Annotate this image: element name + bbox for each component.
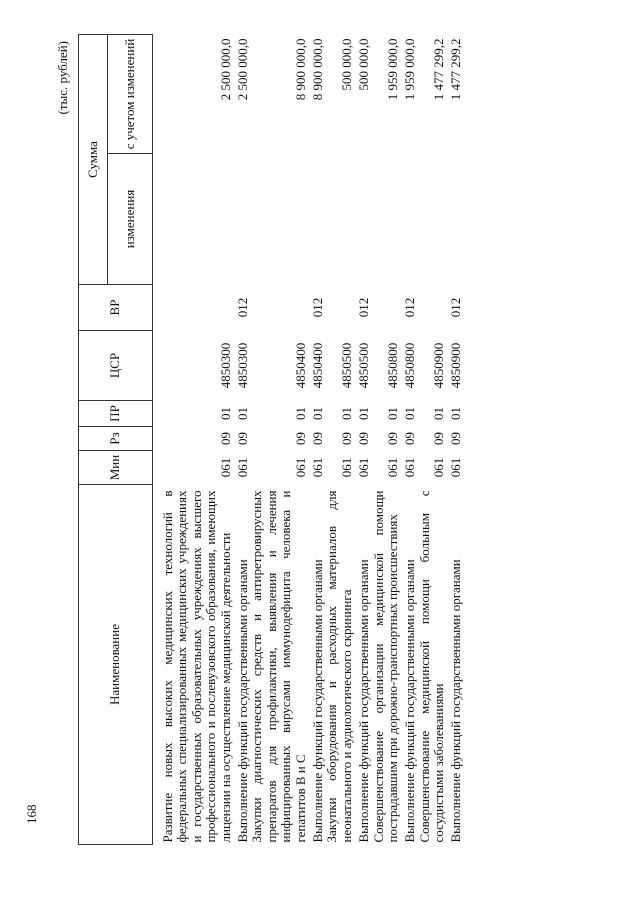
row-pr: 01 — [385, 407, 401, 420]
row-rz: 09 — [385, 432, 401, 445]
header-pr: ПР — [79, 401, 153, 427]
row-rz: 09 — [309, 432, 325, 445]
table-row — [233, 35, 250, 845]
row-rz: 09 — [448, 432, 464, 445]
row-csr: 4850400 — [292, 342, 308, 389]
row-vr — [250, 285, 308, 331]
row-rz: 09 — [402, 432, 418, 445]
row-changes — [372, 154, 401, 285]
row-vr: 012 — [402, 297, 418, 318]
row-name: Совершенствование медицинской помощи больным с сосудистыми заболеваниями — [416, 490, 447, 843]
row-min: 061 — [292, 457, 308, 478]
row-name: Выполнение функций государственными органами — [309, 559, 325, 843]
row-name: Выполнение функций государственными органами — [234, 559, 250, 843]
row-changes — [401, 154, 418, 285]
table-row — [308, 35, 325, 845]
table-row — [325, 35, 354, 845]
row-with-changes: 500 000,0 — [355, 38, 371, 91]
row-changes — [325, 154, 354, 285]
row-with-changes: 1 959 000,0 — [385, 38, 401, 101]
row-changes — [355, 154, 372, 285]
row-min: 061 — [309, 457, 325, 478]
row-vr: 012 — [448, 297, 464, 318]
row-vr — [161, 285, 234, 331]
row-pr: 01 — [309, 407, 325, 420]
row-with-changes: 2 500 000,0 — [217, 38, 233, 101]
row-changes — [250, 154, 308, 285]
row-changes — [308, 154, 325, 285]
row-vr — [325, 285, 354, 331]
table-row — [418, 35, 447, 845]
row-min: 061 — [448, 457, 464, 478]
row-csr: 4850800 — [402, 342, 418, 389]
row-pr: 01 — [234, 407, 250, 420]
row-name: Совершенствование организации медицинской помощи пострадавшим при дорожно-транспортных происшествиях — [370, 490, 401, 843]
row-csr: 4850900 — [431, 342, 447, 389]
header-csr: ЦСР — [79, 331, 153, 401]
row-changes — [161, 154, 234, 285]
row-changes — [418, 154, 447, 285]
row-name: Развитие новых высоких медицинских технологий в федеральных специализированных медицинских учреждениях и государственных образовательных учреждениях высшего профессионального и послевузовского образования, имеющих лицензии на осуществление медицинской деятельности — [159, 490, 233, 843]
header-min: Мин — [79, 451, 153, 485]
row-pr: 01 — [292, 407, 308, 420]
row-min: 061 — [431, 457, 447, 478]
row-vr: 012 — [234, 297, 250, 318]
row-pr: 01 — [431, 407, 447, 420]
row-name: Выполнение функций государственными органами — [355, 559, 371, 843]
row-rz: 09 — [217, 432, 233, 445]
row-with-changes: 8 900 000,0 — [292, 38, 308, 101]
row-rz: 09 — [431, 432, 447, 445]
row-csr: 4850300 — [234, 342, 250, 389]
row-min: 061 — [217, 457, 233, 478]
rotated-page — [55, 35, 598, 845]
row-name: Закупки диагностических средств и антиретровирусных препаратов для профилактики, выявления и лечения инфицированных вирусами иммунодефицита человека и гепатитов B и C — [249, 490, 308, 843]
row-changes — [233, 154, 250, 285]
row-csr: 4850400 — [309, 342, 325, 389]
row-with-changes: 2 500 000,0 — [234, 38, 250, 101]
row-min: 061 — [234, 457, 250, 478]
row-min: 061 — [338, 457, 354, 478]
units-note: (тыс. рублей) — [55, 41, 70, 115]
table-row — [355, 35, 372, 845]
row-min: 061 — [402, 457, 418, 478]
table-body — [153, 35, 464, 845]
row-name: Закупки оборудования и расходных материалов для неонатального и аудиологического скрининга — [324, 490, 354, 843]
header-with-changes: с учетом изменений — [108, 35, 153, 154]
row-rz: 09 — [355, 432, 371, 445]
row-pr: 01 — [217, 407, 233, 420]
row-changes — [447, 154, 464, 285]
row-min: 061 — [385, 457, 401, 478]
row-csr: 4850300 — [217, 342, 233, 389]
row-csr: 4850800 — [385, 342, 401, 389]
row-pr: 01 — [338, 407, 354, 420]
row-rz: 09 — [338, 432, 354, 445]
table-row — [161, 35, 234, 845]
header-sum: Сумма — [79, 35, 108, 285]
row-rz: 09 — [234, 432, 250, 445]
table-row — [401, 35, 418, 845]
header-name: Наименование — [79, 485, 153, 845]
row-with-changes: 1 477 299,2 — [448, 38, 464, 101]
table-row — [447, 35, 464, 845]
row-with-changes: 1 959 000,0 — [402, 38, 418, 101]
table-row — [372, 35, 401, 845]
row-csr: 4850900 — [448, 342, 464, 389]
row-rz: 09 — [292, 432, 308, 445]
row-pr: 01 — [402, 407, 418, 420]
row-name: Выполнение функций государственными органами — [448, 559, 464, 843]
row-pr: 01 — [355, 407, 371, 420]
row-csr: 4850500 — [355, 342, 371, 389]
table-row — [250, 35, 308, 845]
row-vr: 012 — [309, 297, 325, 318]
row-csr: 4850500 — [338, 342, 354, 389]
header-rz: Рз — [79, 427, 153, 451]
row-min: 061 — [355, 457, 371, 478]
row-pr: 01 — [448, 407, 464, 420]
row-vr — [372, 285, 401, 331]
row-name: Выполнение функций государственными органами — [402, 559, 418, 843]
row-with-changes: 1 477 299,2 — [431, 38, 447, 101]
row-with-changes: 500 000,0 — [338, 38, 354, 91]
row-vr: 012 — [355, 297, 371, 318]
budget-table — [78, 34, 464, 845]
row-with-changes: 8 900 000,0 — [309, 38, 325, 101]
header-changes: изменения — [108, 154, 153, 285]
header-vr: ВР — [79, 285, 153, 331]
row-vr — [418, 285, 447, 331]
page-number: 168 — [24, 804, 39, 824]
